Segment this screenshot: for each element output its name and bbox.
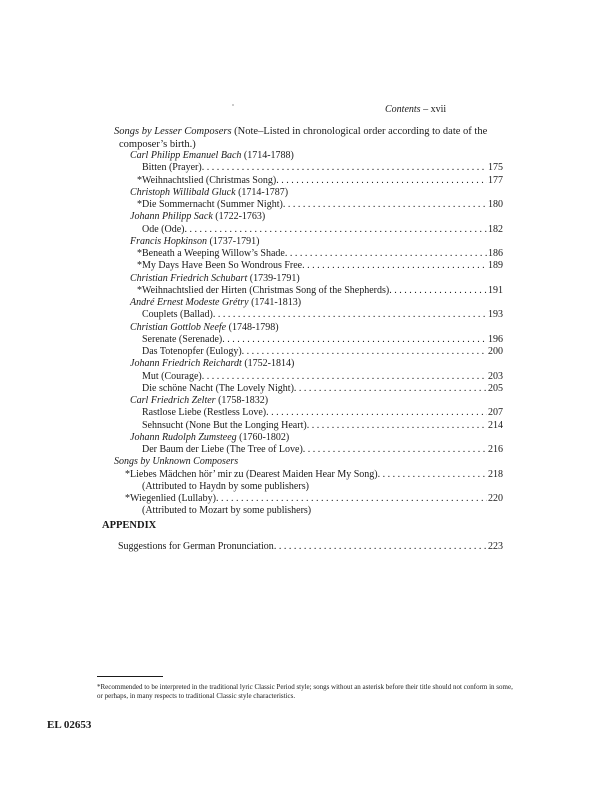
entry-page: 207 [488,407,503,419]
composer-dates: (1714-1787) [235,186,289,198]
leader-dots [378,469,487,481]
toc-entry [125,469,503,481]
toc-entry [137,248,503,260]
toc-entry [142,224,503,236]
entry-title: Serenate (Serenade) [142,333,223,345]
leader-dots [202,371,487,383]
attribution-note-text: (Attributed to Mozart by some publishers) [142,505,312,517]
leader-dots [302,260,487,272]
entry-title: *My Days Have Been So Wondrous Free [137,260,303,272]
composer-dates: (1758-1832) [215,395,269,406]
composer-name: Johann Philipp Sack [130,211,213,223]
entry-title: Mut (Courage) [142,370,202,382]
leader-dots [294,383,487,395]
unknown-heading [114,456,238,468]
header-page-number: xvii [430,104,447,115]
composer-dates: (1737-1791) [206,235,260,247]
section-note-cont: composer’s birth.) [119,138,196,150]
leader-dots [202,162,487,174]
composer-dates: (1722-1763) [212,211,266,223]
composer-heading [130,358,294,370]
composer-heading [130,187,288,199]
toc-entry [142,383,503,395]
entry-title: Bitten (Prayer) [142,162,202,174]
catalog-number: EL 02653 [47,719,92,731]
toc-entry [137,175,503,187]
section-heading [114,126,504,151]
entry-page: 200 [488,346,503,357]
leader-dots [274,541,487,553]
leader-dots [184,224,487,236]
entry-title: Couplets (Ballad) [142,309,213,321]
entry-title: Ode (Ode) [142,223,185,235]
composer-heading [130,236,259,248]
composer-dates: (1741-1813) [248,297,302,308]
toc-entry [125,493,503,505]
entry-page: 182 [488,223,503,235]
leader-dots [389,285,487,297]
composer-name: Christian Gottlob Neefe [130,321,227,333]
composer-heading [130,211,265,223]
section-note: (Note–Listed in chronological order according to date of the [231,126,488,137]
leader-dots [222,334,487,346]
entry-title: Suggestions for German Pronunciation [118,540,274,552]
entry-title: *Wiegenlied (Lullaby) [125,493,216,504]
leader-dots [216,493,487,505]
leader-dots [276,175,487,187]
leader-dots [283,199,487,211]
entry-page: 203 [488,370,503,382]
entry-title: Die schöne Nacht (The Lovely Night) [142,382,294,394]
entry-page: 218 [488,468,503,480]
entry-title: *Liebes Mädchen hör’ mir zu (Dearest Maiden Hear My Song) [125,468,378,480]
composer-name: Carl Philipp Emanuel Bach [130,150,242,161]
composer-name: Johann Rudolph Zumsteeg [130,431,237,443]
leader-dots [242,346,487,358]
toc-entry [142,407,503,419]
toc-entry [142,334,503,346]
entry-title: *Die Sommernacht (Summer Night) [137,199,283,210]
composer-heading [130,273,300,285]
composer-name: Christian Friedrich Schubart [130,272,248,284]
toc-entry [118,541,503,553]
leader-dots [213,309,487,321]
composer-heading [130,395,268,407]
entry-page: 177 [488,174,503,186]
toc-entry [142,309,503,321]
footnote: *Recommended to be interpreted in the traditional lyric Classic Period style; songs without an asterisk before their title should not conform in some, or perhaps, in many respects to traditional Classic style characteristics. [97,683,513,700]
leader-dots [307,420,487,432]
entry-page: 205 [488,382,503,394]
entry-page: 193 [488,309,503,321]
entry-page: 175 [488,162,503,174]
entry-page: 189 [488,260,503,272]
entry-title: *Beneath a Weeping Willow’s Shade [137,248,285,259]
composer-dates: (1748-1798) [226,321,279,333]
entry-title: *Weihnachtslied (Christmas Song) [137,174,277,186]
composer-dates: (1760-1802) [236,431,290,443]
toc-entry [142,420,503,432]
entry-page: 214 [488,419,503,431]
entry-title: Der Baum der Liebe (The Tree of Love) [142,444,303,455]
entry-title: Rastlose Liebe (Restless Love) [142,407,267,419]
entry-page: 216 [488,444,503,455]
entry-page: 191 [488,284,503,296]
toc-entry [142,346,503,358]
composer-name: Carl Friedrich Zelter [130,395,216,406]
composer-name: Francis Hopkinson [130,235,207,247]
entry-title: Sehnsucht (None But the Longing Heart) [142,419,307,431]
running-header [385,104,446,115]
toc-entry [142,444,503,456]
entry-page: 186 [488,248,503,259]
composer-heading [130,322,279,334]
appendix-heading: APPENDIX [102,520,157,531]
composer-name: Christoph Willibald Gluck [130,186,236,198]
toc-entry [137,285,503,297]
header-separator: – [420,104,431,115]
section-title: Songs by Lesser Composers [114,126,232,137]
composer-dates: (1752-1814) [241,358,295,370]
entry-page: 223 [488,540,503,552]
toc-entry [142,162,503,174]
toc-entry [137,199,503,211]
scan-speck [232,104,234,106]
leader-dots [285,248,487,260]
toc-entry [137,260,503,272]
composer-name: André Ernest Modeste Grétry [130,297,249,308]
attribution-note-text: (Attributed to Haydn by some publishers) [142,480,309,492]
composer-name: Johann Friedrich Reichardt [130,358,242,370]
header-label: Contents [385,104,421,115]
leader-dots [303,444,487,456]
composer-heading [130,150,294,162]
composer-dates: (1714-1788) [241,150,294,161]
entry-title: Das Totenopfer (Eulogy) [142,346,242,357]
attribution-note [142,505,311,517]
footnote-rule [97,676,163,677]
entry-page: 196 [488,333,503,345]
unknown-heading-text: Songs by Unknown Composers [114,456,239,468]
composer-dates: (1739-1791) [247,272,300,284]
entry-page: 180 [488,199,503,210]
entry-title: *Weihnachtslied der Hirten (Christmas Song of the Shepherds) [137,284,390,296]
entry-page: 220 [488,493,503,504]
composer-heading [130,432,289,444]
toc-entry [142,371,503,383]
leader-dots [266,407,487,419]
composer-heading [130,297,301,309]
attribution-note [142,481,309,493]
